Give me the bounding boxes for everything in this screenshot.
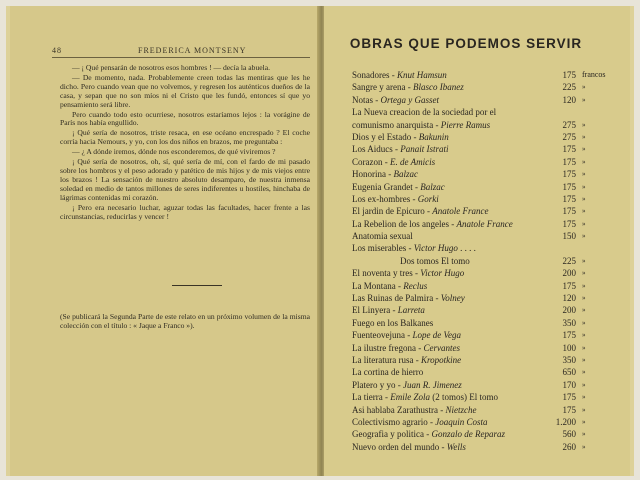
catalog-row	[352, 230, 622, 242]
book-title: La ilustre fregona	[352, 342, 416, 353]
catalog-row	[352, 317, 622, 329]
catalog-row	[352, 416, 622, 428]
book-title: Eugenia Grandet	[352, 181, 413, 192]
book-title: La Rebelion de los angeles	[352, 218, 449, 229]
price-unit: »	[582, 232, 586, 241]
catalog-row	[352, 255, 622, 267]
book-title: La cortina de hierro	[352, 367, 424, 378]
price-unit: »	[582, 405, 586, 414]
catalog-row	[352, 242, 622, 254]
price-unit: »	[582, 83, 586, 92]
book-title: Los miserables	[352, 243, 407, 254]
book-title: Fuenteovejuna	[352, 330, 405, 341]
book-title: Geografia y politica	[352, 429, 424, 440]
book-entry: Sonadores - Knut Hamsun	[352, 70, 447, 80]
book-author: Lope de Vega	[412, 330, 461, 341]
story-text	[60, 64, 310, 222]
book-entry	[352, 106, 496, 118]
price-unit: »	[582, 95, 586, 104]
book-entry: El Linyera - Larreta	[352, 305, 425, 316]
price-unit: »	[582, 219, 586, 228]
book-price: 175	[562, 169, 576, 180]
book-author: Wells	[446, 441, 466, 452]
price-unit: francos	[582, 70, 606, 79]
book-title: Sonadores	[352, 70, 390, 80]
catalog-row	[352, 379, 622, 391]
book-entry: Honorina - Balzac	[352, 169, 418, 180]
book-title: Colectivismo agrario	[352, 416, 428, 427]
book-entry	[352, 317, 433, 329]
book-entry: Nuevo orden del mundo - Wells	[352, 441, 466, 452]
price-unit: »	[582, 306, 586, 315]
price-unit: »	[582, 393, 586, 402]
price-unit: »	[582, 430, 586, 439]
book-price: 1.200	[555, 416, 576, 427]
catalog-row	[352, 193, 622, 205]
book-title: Asi hablaba Zarathustra	[352, 404, 438, 415]
book-entry: La Montana - Reclus	[352, 280, 428, 291]
book-author: Balzac	[420, 181, 445, 192]
catalog-row	[352, 106, 622, 118]
book-author: Ortega y Gasset	[380, 94, 439, 105]
book-price: 350	[562, 354, 576, 365]
book-author: Volney	[440, 293, 465, 304]
book-author: Gorki	[417, 193, 439, 204]
price-unit: »	[582, 368, 586, 377]
book-entry: Eugenia Grandet - Balzac	[352, 181, 445, 192]
book-price: 175	[562, 330, 576, 341]
catalog-row	[352, 69, 622, 81]
book-author: Victor Hugo	[413, 243, 458, 254]
book-author: Kropotkine	[420, 354, 462, 365]
publication-note: (Se publicará la Segunda Parte de este relato en un próximo volumen de la misma colección con el título : « Jaque a Franco »).	[60, 312, 310, 330]
paragraph: — De momento, nada. Probablemente creen todas las mentiras que les he dicho. Pero cuando vean que no volvemos, y regresen los auténticos dueños de la casa, y sepan que no son míos ni el Cristo que les fundó, entonces sí que yo pensamiento será libre.	[60, 72, 310, 109]
catalog-row	[352, 292, 622, 304]
paragraph: — ¡ Qué pensarán de nosotros esos hombres ! — decía la abuela.	[72, 63, 271, 72]
catalog-title: OBRAS QUE PODEMOS SERVIR	[349, 36, 583, 51]
price-unit: »	[582, 343, 586, 352]
book-entry: La tierra - Emile Zola (2 tomos) El tomo	[352, 392, 498, 403]
book-title: La Montana	[352, 280, 396, 291]
price-unit: »	[582, 442, 586, 451]
catalog-row	[352, 218, 622, 230]
book-price: 175	[562, 218, 576, 229]
book-author: Bakunin	[418, 131, 449, 142]
book-author: Gonzalo de Reparaz	[431, 429, 505, 440]
book-author: Panait Istrati	[400, 144, 449, 155]
catalog-row	[352, 280, 622, 292]
book-title: Dios y el Estado	[352, 131, 412, 142]
book-author: Reclus	[403, 280, 428, 291]
book-entry: La Rebelion de los angeles - Anatole France	[352, 218, 513, 229]
book-entry: Sangre y arena - Blasco Ibanez	[352, 82, 464, 93]
paragraph: ¡ Qué sería de nosotros, oh, sí, qué sería de mí, con el fardo de mi pasado sobre los hombros y el peso adorado y patético de mis hijos y de mis viejos entre los brazos ! La sensación de nuestro absoluto desamparo, de nuestra inmensa soledad en medio de tantos millones de seres indiferentes u hostiles, hinchaba de lágrimas contenidas mi corazón.	[60, 157, 310, 202]
price-unit: »	[582, 294, 586, 303]
book-author: Blasco Ibanez	[412, 82, 464, 93]
catalog-row	[352, 131, 622, 143]
book-author: Larreta	[397, 305, 425, 316]
book-price: 350	[562, 317, 576, 328]
catalog-row	[352, 143, 622, 155]
price-unit: »	[582, 145, 586, 154]
book-entry: Asi hablaba Zarathustra - Nietzche	[352, 404, 477, 415]
book-entry: El jardin de Epicuro - Anatole France	[352, 206, 489, 217]
book-price: 275	[562, 119, 576, 130]
book-title: El jardin de Epicuro	[352, 206, 425, 217]
price-unit: »	[582, 269, 586, 278]
book-price: 170	[562, 379, 576, 390]
book-title-continued: comunismo anarquista	[352, 119, 434, 130]
book-entry: Las Ruinas de Palmira - Volney	[352, 293, 465, 304]
book-price: 175	[562, 206, 576, 217]
book-entry: Los Aiducs - Panait Istrati	[352, 144, 449, 155]
catalog-row	[352, 181, 622, 193]
book-price: 200	[562, 268, 576, 279]
book-entry: Los ex-hombres - Gorki	[352, 193, 439, 204]
book-author: Balzac	[393, 169, 418, 180]
book-author: Pierre Ramus	[440, 119, 491, 130]
book-title: Nuevo orden del mundo	[352, 441, 440, 452]
book-price: 150	[562, 231, 576, 242]
book-price: 560	[562, 429, 576, 440]
book-title: El Linyera	[352, 305, 391, 316]
price-unit: »	[582, 380, 586, 389]
section-divider	[172, 285, 222, 286]
book-author: Victor Hugo	[420, 268, 465, 279]
price-unit: »	[582, 182, 586, 191]
book-title: Los Aiducs	[352, 144, 393, 155]
book-price: 200	[562, 305, 576, 316]
book-title: La literatura rusa	[352, 354, 414, 365]
catalog-row	[352, 391, 622, 403]
price-unit: »	[582, 256, 586, 265]
page-number: 48	[52, 46, 62, 55]
book-entry: Los miserables - Victor Hugo . . . .	[352, 243, 476, 254]
book-title: Sangre y arena	[352, 82, 406, 93]
book-entry	[352, 366, 423, 378]
price-unit: »	[582, 207, 586, 216]
catalog-row	[352, 94, 622, 106]
catalog-row	[352, 205, 622, 217]
book-price: 225	[562, 82, 576, 93]
book-author: Emile Zola	[390, 392, 430, 403]
catalog-row	[352, 366, 622, 378]
catalog-row	[352, 342, 622, 354]
price-unit: »	[582, 120, 586, 129]
book-title: Platero y yo	[352, 379, 396, 390]
price-unit: »	[582, 132, 586, 141]
book-entry: Geografia y politica - Gonzalo de Reparaz	[352, 429, 505, 440]
catalog-row	[352, 329, 622, 341]
book-title: Los ex-hombres	[352, 193, 411, 204]
book-price: 175	[562, 156, 576, 167]
catalog-row	[352, 354, 622, 366]
price-unit: »	[582, 194, 586, 203]
book-author: Knut Hamsun	[397, 70, 447, 80]
book-price: 225	[562, 255, 576, 266]
book-entry: La literatura rusa - Kropotkine	[352, 354, 462, 365]
price-unit: »	[582, 157, 586, 166]
book-title: Fuego en los Balkanes	[352, 317, 434, 328]
book-author: Cervantes	[423, 342, 460, 353]
book-author: Nietzche	[445, 404, 477, 415]
book-entry: Fuenteovejuna - Lope de Vega	[352, 330, 461, 341]
book-entry	[352, 230, 413, 242]
book-price: 260	[562, 441, 576, 452]
price-unit: »	[582, 355, 586, 364]
book-title: Corazon	[352, 156, 383, 167]
book-price: 175	[562, 404, 576, 415]
book-price: 175	[562, 392, 576, 403]
running-head-rule	[52, 57, 310, 58]
book-price: 175	[562, 144, 576, 155]
book-price: 100	[562, 342, 576, 353]
book-title: La Nueva creacion de la sociedad por el	[352, 107, 497, 118]
book-title: Notas	[352, 94, 373, 105]
paragraph: ¡ Pero era necesario luchar, aguzar todas las facultades, hacer frente a las circunstancias, reducirlas y vencer !	[60, 202, 310, 221]
book-entry: comunismo anarquista - Pierre Ramus	[352, 119, 491, 130]
book-entry: El noventa y tres - Victor Hugo	[352, 268, 465, 279]
paragraph: — ¿ A dónde iremos, dónde nos esconderemos, de qué viviremos ?	[72, 147, 276, 157]
book-entry: Corazon - E. de Amicis	[352, 156, 436, 167]
price-unit: »	[582, 417, 586, 426]
catalog-row	[352, 81, 622, 93]
running-head-title: FREDERICA MONTSENY	[138, 46, 247, 55]
book-entry: Colectivismo agrario - Joaquin Costa	[352, 416, 488, 427]
book-author: Joaquin Costa	[435, 416, 488, 427]
book-entry: Platero y yo - Juan R. Jimenez	[352, 379, 462, 390]
catalog-row	[352, 267, 622, 279]
paragraph: Pero cuando todo esto ocurriese, nosotros estaríamos lejos : la vorágine de París nos había engullido.	[60, 109, 310, 128]
catalog-row	[352, 428, 622, 440]
catalog-row	[352, 156, 622, 168]
book-title: El noventa y tres	[352, 268, 413, 279]
book-title: Honorina	[352, 169, 386, 180]
book-author: Anatole France	[432, 206, 489, 217]
price-unit: »	[582, 281, 586, 290]
catalog-row	[352, 119, 622, 131]
catalog-row	[352, 304, 622, 316]
paragraph: ¡ Qué sería de nosotros, triste resaca, en ese océano encrespado ? El coche corría hacia Nemours, y yo, con los dos niños en brazos, me preguntaba :	[60, 128, 310, 147]
catalog-row	[352, 168, 622, 180]
book-title: Anatomia sexual	[352, 231, 413, 242]
catalog-row	[352, 441, 622, 453]
book-price: 650	[562, 367, 576, 378]
book-entry: La ilustre fregona - Cervantes	[352, 342, 460, 353]
book-price: 175	[562, 70, 576, 80]
book-price: 275	[562, 131, 576, 142]
book-entry: Dios y el Estado - Bakunin	[352, 131, 449, 142]
price-unit: »	[582, 331, 586, 340]
book-volumes: (2 tomos) El tomo	[432, 392, 498, 403]
book-price: 120	[562, 293, 576, 304]
book-entry: Notas - Ortega y Gasset	[352, 94, 439, 105]
book-author: E. de Amicis	[390, 156, 436, 167]
book-price: 120	[562, 94, 576, 105]
book-catalog	[352, 69, 622, 453]
catalog-row	[352, 404, 622, 416]
book-price: 175	[562, 193, 576, 204]
book-title: La tierra	[352, 392, 383, 403]
book-author: Anatole France	[456, 218, 513, 229]
price-unit: »	[582, 170, 586, 179]
book-price: 175	[562, 280, 576, 291]
book-title: Las Ruinas de Palmira	[352, 293, 434, 304]
price-unit: »	[582, 318, 586, 327]
book-author: Juan R. Jimenez	[403, 379, 462, 390]
book-price: 175	[562, 181, 576, 192]
book-entry	[400, 255, 470, 267]
book-volumes: Dos tomos El tomo	[400, 255, 470, 266]
